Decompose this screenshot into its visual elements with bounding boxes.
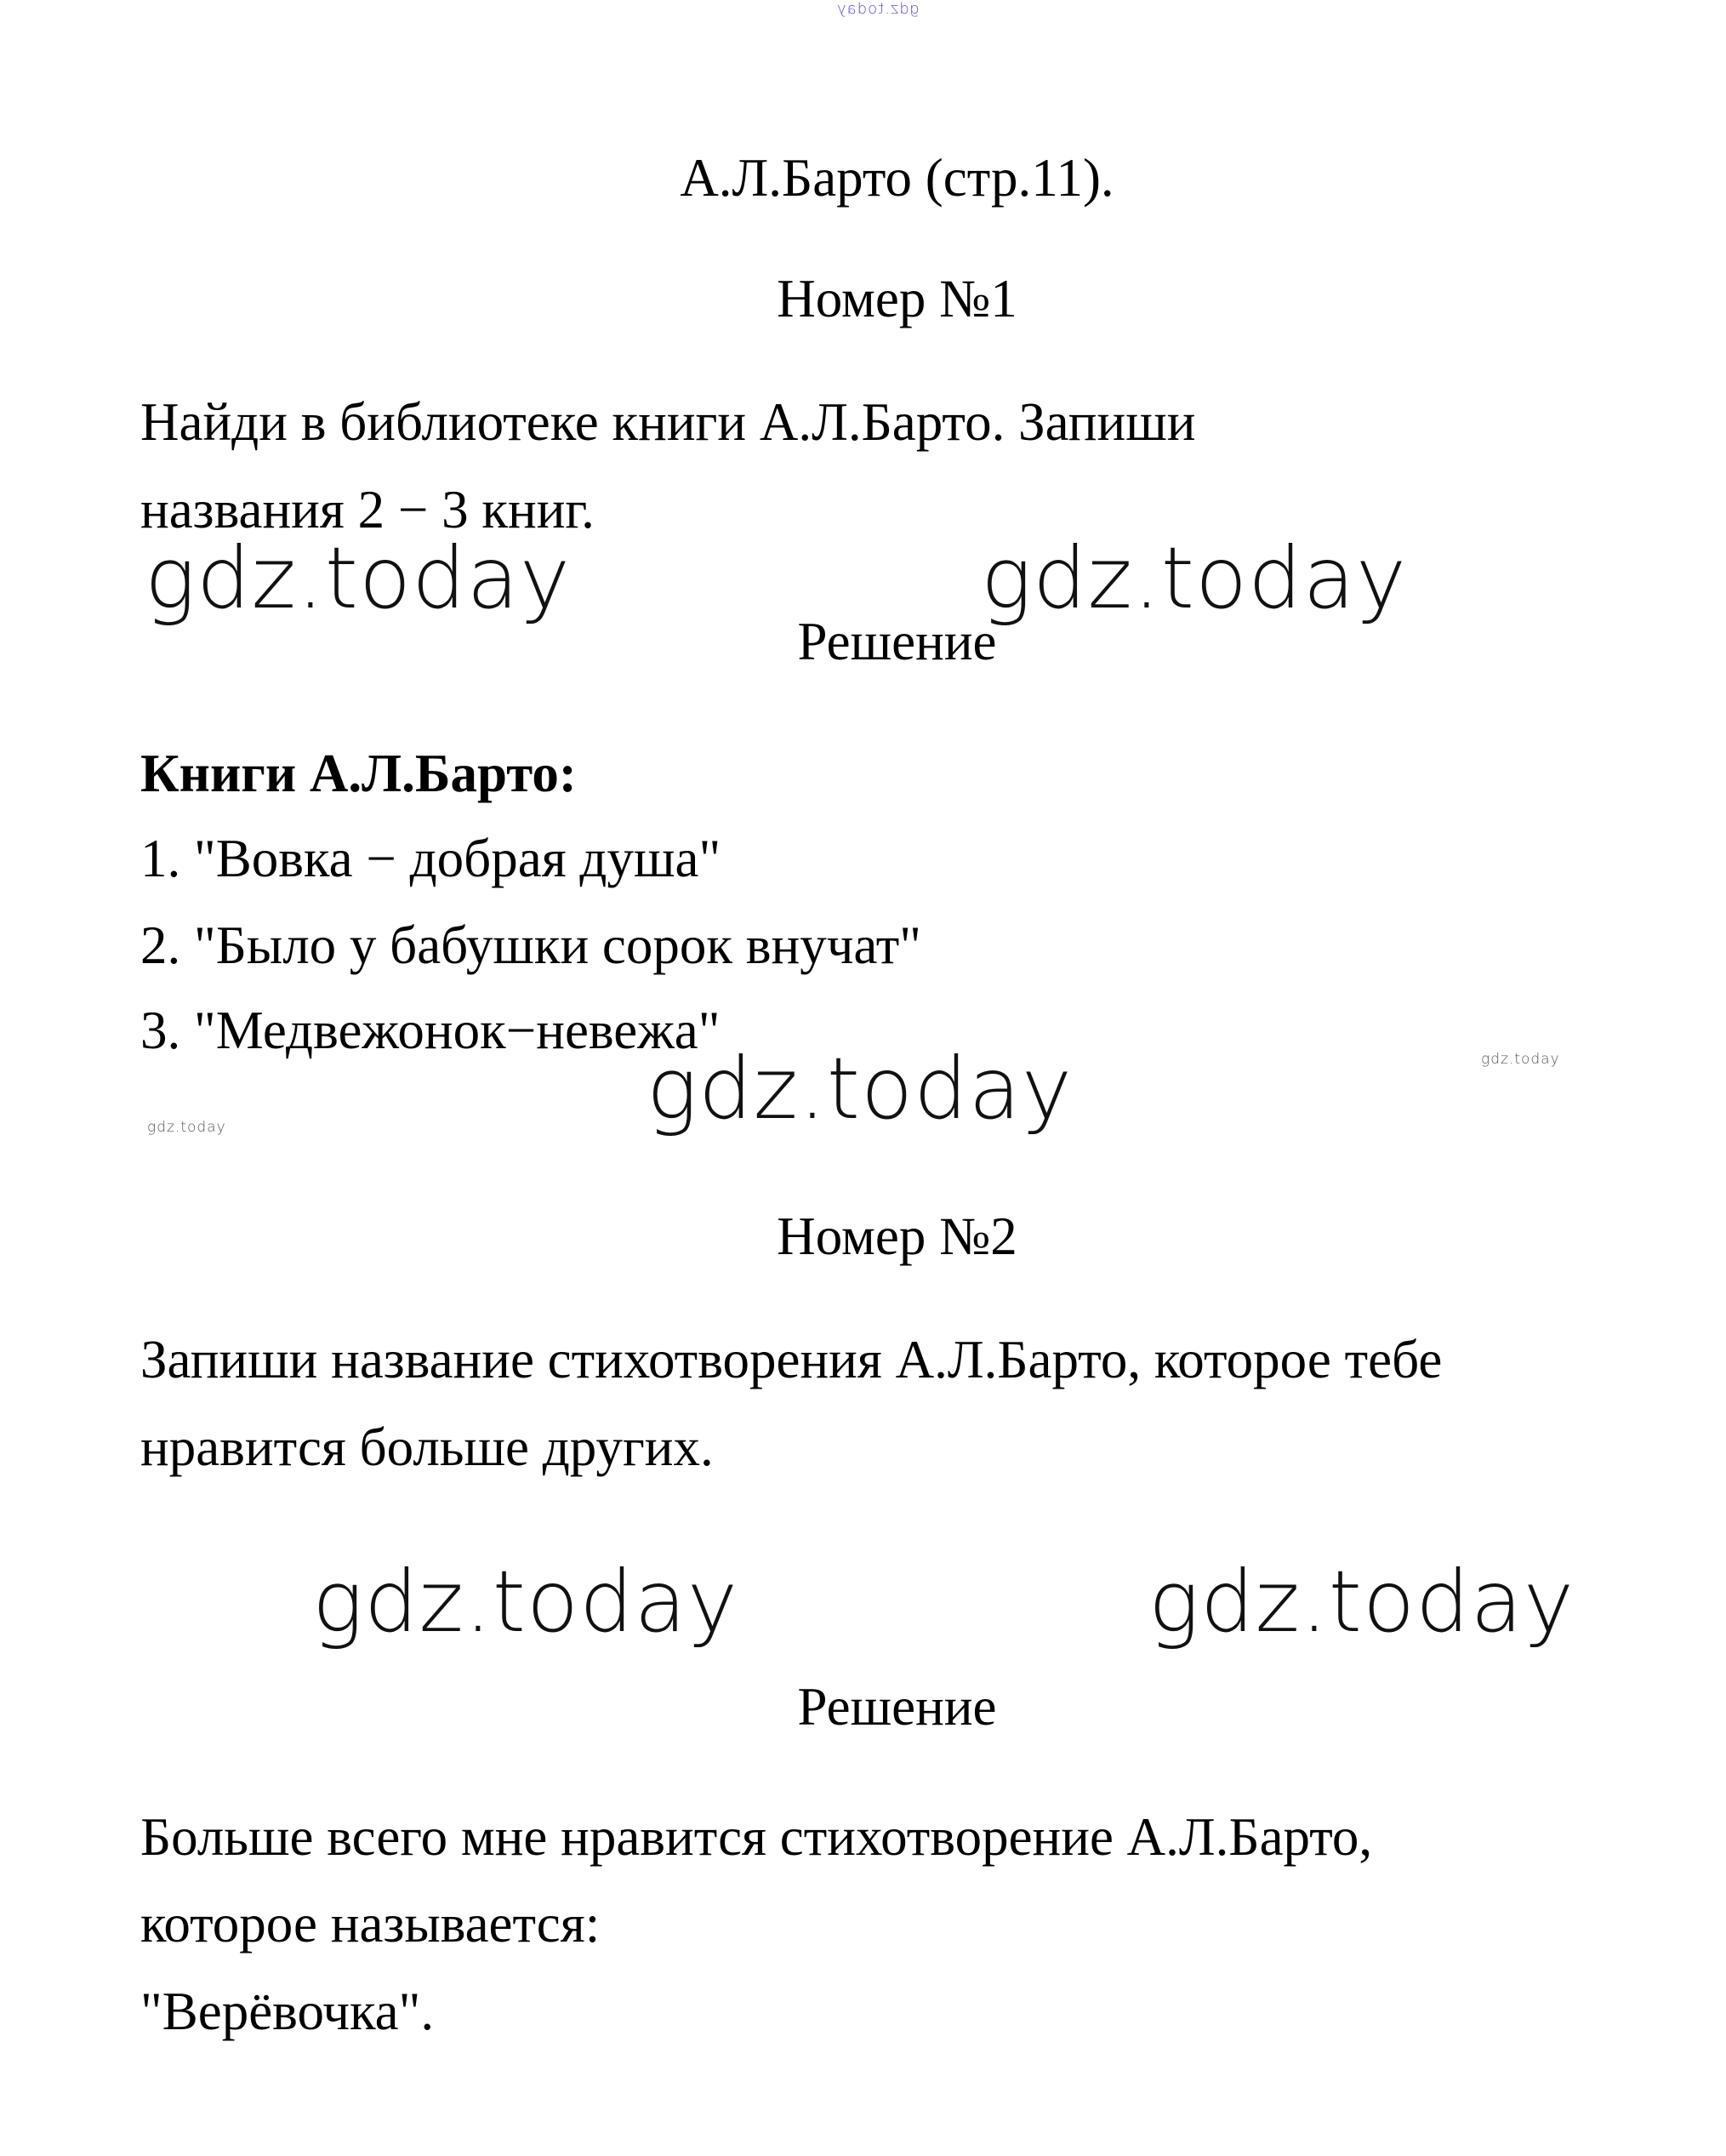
watermark-small: gdz.today [1481,1051,1560,1068]
watermark-small: gdz.today [147,1119,226,1136]
task1-book-2: 2. "Было у бабушки сорок внучат" [140,915,921,975]
page-title: А.Л.Барто (стр.11). [680,148,1114,208]
watermark-large: gdz.today [1148,1552,1575,1651]
task1-question-line2: названия 2 − 3 книг. [140,480,595,539]
watermark-top: gdz.today [836,0,920,18]
task2-question-line2: нравится больше других. [140,1417,714,1477]
task1-question-line1: Найди в библиотеке книги А.Л.Барто. Запиши [140,392,1196,452]
task1-answer-heading: Книги А.Л.Барто: [140,744,577,803]
task1-book-1: 1. "Вовка − добрая душа" [140,829,721,888]
watermark-large: gdz.today [981,528,1408,628]
task2-answer-line1: Больше всего мне нравится стихотворение А.Л.Барто, [140,1807,1373,1867]
task2-question-line1: Запиши название стихотворения А.Л.Барто, которое тебе [140,1330,1443,1389]
task1-book-3: 3. "Медвежонок−невежа" [140,1001,721,1060]
watermark-large: gdz.today [647,1039,1074,1138]
task1-solution-label: Решение [797,612,997,671]
task2-solution-label: Решение [797,1677,997,1737]
watermark-large: gdz.today [312,1552,739,1651]
task2-answer-line3: "Верёвочка". [140,1982,435,2041]
task2-number: Номер №2 [777,1206,1017,1266]
task1-number: Номер №1 [777,269,1017,328]
task2-answer-line2: которое называется: [140,1894,601,1954]
watermark-large: gdz.today [145,528,572,628]
